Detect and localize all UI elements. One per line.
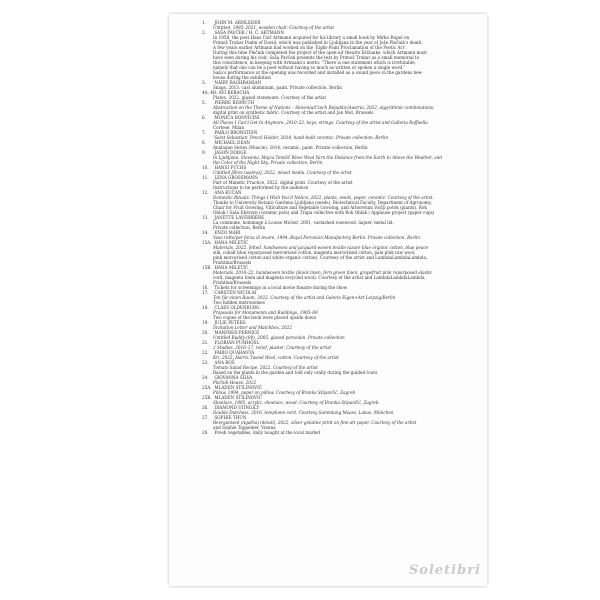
list-item <box>202 350 472 360</box>
entry-artist-name: Tickets for screenings in a local movie theatre during the show <box>214 285 348 290</box>
entry-number: 11. <box>202 175 209 180</box>
entry-description-line: have seen during his visit. Saša Pavček presents the text by Primož Trubar as a small memorial to <box>213 55 420 60</box>
entry-description-line: In 1958, the poet Hans Carl Artmann acquired for his library a small book by Mirko Rupel on <box>213 35 410 40</box>
entry-description-line: During this time Plečnik completed the project of the open-air theatre Križanke, which Artmann must <box>213 50 427 55</box>
entry-artist-name: SOPHIE THUN <box>214 415 247 420</box>
entry-number: 3. <box>202 80 206 85</box>
entry-number: 26. <box>202 405 209 410</box>
entry-description-line: Untitled, 1985–2021, wooden chair. Courtesy of the artist <box>213 25 335 30</box>
entry-number: 28. <box>202 430 209 435</box>
list-item <box>202 190 472 215</box>
entry-artist-name: SAŠA PAVČEK / H. C. ARTMANN <box>214 30 284 35</box>
watermark-logo: Soletibri <box>408 563 481 578</box>
entry-artist-name: CARSTEN NICOLAI <box>214 290 257 295</box>
entry-artist-name: FLORIAN PUMHÖSL <box>214 340 260 345</box>
entry-number: 10. <box>202 165 209 170</box>
entry-description-line: Cortese, Milan <box>213 125 244 130</box>
entry-number: 6. <box>202 115 206 120</box>
entry-description-line: Shoelace, 1995, acrylic, shoelace, wood. Courtesy of Branka Stipančić, Zagreb <box>213 400 379 405</box>
list-item <box>202 150 472 165</box>
entry-description-line: Primož Trubar Psalm of David, which was published in Ljubljana in the year of Jože Plečnik’s death. <box>213 40 423 45</box>
entry-number: 4A, 4B. <box>202 90 218 95</box>
entry-description-line: Tomato Salad Recipe, 2022. Courtesy of the artist <box>213 365 318 370</box>
entry-artist-name: NAIRY BAGHRAMIAN <box>214 80 262 85</box>
entry-artist-name: MLADEN STILINOVIĆ <box>214 395 262 400</box>
entry-number: 13. <box>202 215 209 220</box>
entry-description-line: namely that one can be a poet without having so much as written or spoken a single word.” <box>213 65 406 70</box>
entry-description-line: In Ljubljana, Slovenia, Mojca Tomšič Wove Wool Yarn the Distance from the Earth to Above the Weather, and <box>213 155 443 160</box>
entry-artist-name: GIOVANNA SILVA <box>214 375 253 380</box>
list-item <box>202 375 472 385</box>
entry-description-line: this coincidence, in keeping with Artmann’s motto: “There is one statement which is irrefutable, <box>213 60 416 65</box>
entry-number: 7. <box>202 130 206 135</box>
entry-number: 20. <box>202 330 209 335</box>
entry-number: 15A. <box>202 240 212 245</box>
entry-description-line: cord, magenta linen and magenta recycled wool). Courtesy of the artist and LambdaLambdaLambda, <box>213 275 426 280</box>
list-item <box>202 90 472 100</box>
entry-description-line: Analogue Series (Muscle), 2014, ceramic, paint. Private collection, Berlin <box>213 145 368 150</box>
list-item <box>202 230 472 240</box>
entry-description-line: Based on the plants in the garden and told only orally during the guided tours <box>213 370 378 375</box>
entry-description-line: Untitled [Brez naslova], 2022, mixed media. Courtesy of the artist <box>213 170 352 175</box>
entry-artist-name: JANETTE LAVERRIÈRE <box>214 215 265 220</box>
entry-artist-name: ANA ROŠ <box>214 360 235 365</box>
entry-number: 2. <box>202 30 206 35</box>
list-item <box>202 430 472 435</box>
entry-description-line: Kri, 2022, Harris Tweed Wool, cotton. Courtesy of the artist <box>213 355 339 360</box>
entry-description-line: and Sophie Tappeiner, Vienna <box>213 425 276 430</box>
entry-description-line: Plečnik House, 2022 <box>213 380 257 385</box>
entry-description-line: Plates, 2022, glazed stoneware. Courtesy of the artist <box>213 95 327 100</box>
list-item <box>202 80 472 90</box>
entry-artist-name: MONICA BONVICINI <box>214 115 260 120</box>
entry-description-line: digital print on synthetic fabric. Courtesy of the artist and Jan Mot, Brussels <box>213 110 374 115</box>
entry-description-line: ‘Saint Sebastian’ Pencil Holder, 2018, hand-built ceramic. Private collection, Berlin <box>213 135 389 140</box>
entry-description-line: Part of Mimetic Practice, 2022, digital print. Courtesy of the artist <box>213 180 353 185</box>
entry-description-line: Vaso rotto/per forza di levare, 1994, Royal Porcelain Manufactory Berlin. Private collection, Berlin <box>213 235 420 240</box>
entry-number: 1. <box>202 20 206 25</box>
entry-artist-name: PABLO BRONSTEIN <box>214 130 258 135</box>
entry-number: 17. <box>202 290 209 295</box>
entry-number: 16. <box>202 285 209 290</box>
entry-artist-name: MANFRED PERNICE <box>214 330 260 335</box>
list-item <box>202 330 472 340</box>
entry-description-line: Snags, 2013, cast aluminium, paint. Private collection, Berlin <box>213 85 342 90</box>
list-item <box>202 290 472 305</box>
list-item <box>202 265 472 285</box>
entry-description-line: All Places I Can’t Get In Anymore, 2010–22, keys, strings. Courtesy of the artist and Galleria Raffaella <box>213 120 428 125</box>
entry-description-line: Saša’s performance at the opening was recorded and installed as a sound piece in the gardens bee- <box>213 70 423 75</box>
list-item <box>202 340 472 350</box>
entry-description-line: Two hidden metronomes <box>213 300 265 305</box>
entry-description-line: Oblak / Saša Ebersyn (ceramic pots) and Trapa collective with Rok Oblak / Applause project (paper cups) <box>213 210 435 215</box>
entry-description-line: Thanks to University Botanic Gardens Ljubljana (seeds), Biotechnical Faculty, Department of Agronomy, <box>213 200 432 205</box>
list-item <box>202 165 472 175</box>
list-item <box>202 20 472 30</box>
list-item <box>202 215 472 230</box>
entry-artist-name: HANA MILETIĆ <box>214 240 249 245</box>
document-page <box>169 14 487 586</box>
entry-description-line: Double Dutchess, 2016, telephone cord. Courtesy Sammlung Maass, Lukas, München <box>213 410 394 415</box>
entry-artist-name: JASON DODGE <box>214 150 247 155</box>
list-item <box>202 360 472 375</box>
entry-description-line: Private collection, Berlin <box>213 225 266 230</box>
entry-artist-name: JOHN M. ARMLEDER <box>214 20 261 25</box>
entry-artist-name: HANA MILETIĆ <box>214 265 249 270</box>
entry-description-line: Domestic Rituals: Things I Wish You’d Notice, 2022, plants, seeds, paper, ceramic. Courtesy of the artist. <box>213 195 434 200</box>
entry-artist-name: ANA KUČAN <box>214 190 242 195</box>
artwork-list <box>202 20 472 435</box>
entry-description-line: Prishtina/Brussels <box>213 280 252 285</box>
entry-description-line: La commune, hommage à Louise Michel, 2001, varnished rosewood, laquer, metal lid. <box>213 220 394 225</box>
entry-artist-name: MLADEN STILINOVIĆ <box>214 385 262 390</box>
list-item <box>202 395 472 405</box>
entry-artist-name: MICHAEL DEAN <box>214 140 251 145</box>
entry-description-line: Materials, 2018–22, handwoven textile (black linen, fern green linen, grapefruit pink repurposed elastic <box>213 270 433 275</box>
list-item <box>202 140 472 150</box>
entry-number: 23. <box>202 360 209 365</box>
entry-artist-name: Fresh vegetables, daily bought at the local market <box>214 430 321 435</box>
page-edge <box>487 16 490 584</box>
list-item <box>202 305 472 320</box>
entry-number: 15B. <box>202 265 212 270</box>
entry-description-line: Instructions to be performed by the audience <box>213 185 309 190</box>
entry-number: 22. <box>202 350 209 355</box>
entry-number: 14. <box>202 230 209 235</box>
entry-number: 25B. <box>202 395 212 400</box>
list-item <box>202 385 472 395</box>
entry-number: 9. <box>202 150 206 155</box>
entry-description-line: Pillow, 1994, paper on pillow. Courtesy of Branka Stipančić, Zagreb <box>213 390 356 395</box>
entry-description-line: pink mercerised cotton and white organic cotton). Courtesy of the artist and LambdaLambdaLambda, <box>213 255 428 260</box>
entry-artist-name: JULIE PETERS <box>214 320 246 325</box>
entry-description-line: house during the exhibition <box>213 75 271 80</box>
entry-artist-name: CLAES OLDENBURG <box>214 305 260 310</box>
list-item <box>202 30 472 80</box>
list-item <box>202 320 472 330</box>
list-item <box>202 175 472 190</box>
entry-artist-name: ENZO MARI <box>214 230 241 235</box>
entry-description-line: Invitation Letter and Matchbox, 2022 <box>213 325 292 330</box>
list-item <box>202 100 472 115</box>
entry-artist-name: HANSI FUCHS <box>214 165 247 170</box>
entry-artist-name: FABIO QUARANTA <box>214 350 255 355</box>
entry-description-line: Reorganised (Agatha) (detail), 2022, silver gelatine print on fine-art paper. Courtesy of the artist <box>213 420 417 425</box>
entry-number: 25A. <box>202 385 212 390</box>
entry-artist-name: PIERRE BISMUTH <box>214 100 254 105</box>
entry-description-line: Two copies of the book were placed upside down <box>213 315 317 320</box>
entry-number: 5. <box>202 100 206 105</box>
entry-heading <box>202 430 472 435</box>
entry-number: 24. <box>202 375 209 380</box>
entry-description-line: Untitled Buddy-(09), 2005, glazed porcelain. Private collection <box>213 335 345 340</box>
entry-artist-name: AVI BERACHA <box>218 90 250 95</box>
entry-description-line: Chair for Fruit Growing, Viticulture and Vegetable Growing, and Arboretum Volčji potok (plants), Rok <box>213 205 427 210</box>
entry-description-line: the Color of the Night Sky. Private collection, Berlin <box>213 160 323 165</box>
entry-artist-name: DIAMOND STINGILY <box>214 405 260 410</box>
entry-artist-name: LENA GROSSMANN <box>214 175 258 180</box>
list-item <box>202 405 472 415</box>
list-item <box>202 240 472 265</box>
entry-description-line: Proposals for Monuments and Buildings, 1965–69 <box>213 310 318 315</box>
list-item <box>202 115 472 130</box>
entry-number: 27. <box>202 415 209 420</box>
list-item <box>202 130 472 140</box>
entry-number: 12. <box>202 190 209 195</box>
entry-description-line: Materials, 2022, felted, handwoven and jacquard-woven textile (azure blue organic cotton, blue peace <box>213 245 429 250</box>
entry-description-line: Prishtina/Brussels <box>213 260 252 265</box>
entry-description-line: Ton für einen Raum, 2022. Courtesy of the artist and Galerie Eigen+Art Leipzig/Berlin <box>213 295 396 300</box>
entry-description-line: 2 Studies, 2016–17, relief, plaster. Courtesy of the artist <box>213 345 332 350</box>
entry-description-line: silk, cobalt blue repurposed mercerised cotton, magenta mercerised cotton, pale pink raw wool, <box>213 250 416 255</box>
entry-description-line: A few years earlier Artmann had worked on the ‘Eight-Point Proclamation of the Poetic Act’. <box>213 45 408 50</box>
entry-number: 21. <box>202 340 209 345</box>
list-item <box>202 415 472 430</box>
entry-number: 8. <box>202 140 206 145</box>
entry-description-line: Abstraction on the Theme of Nations – Slovenia/Czech Republic/Austria, 2022, algorithmic combinations, <box>213 105 435 110</box>
entry-number: 19. <box>202 320 209 325</box>
entry-number: 18. <box>202 305 209 310</box>
